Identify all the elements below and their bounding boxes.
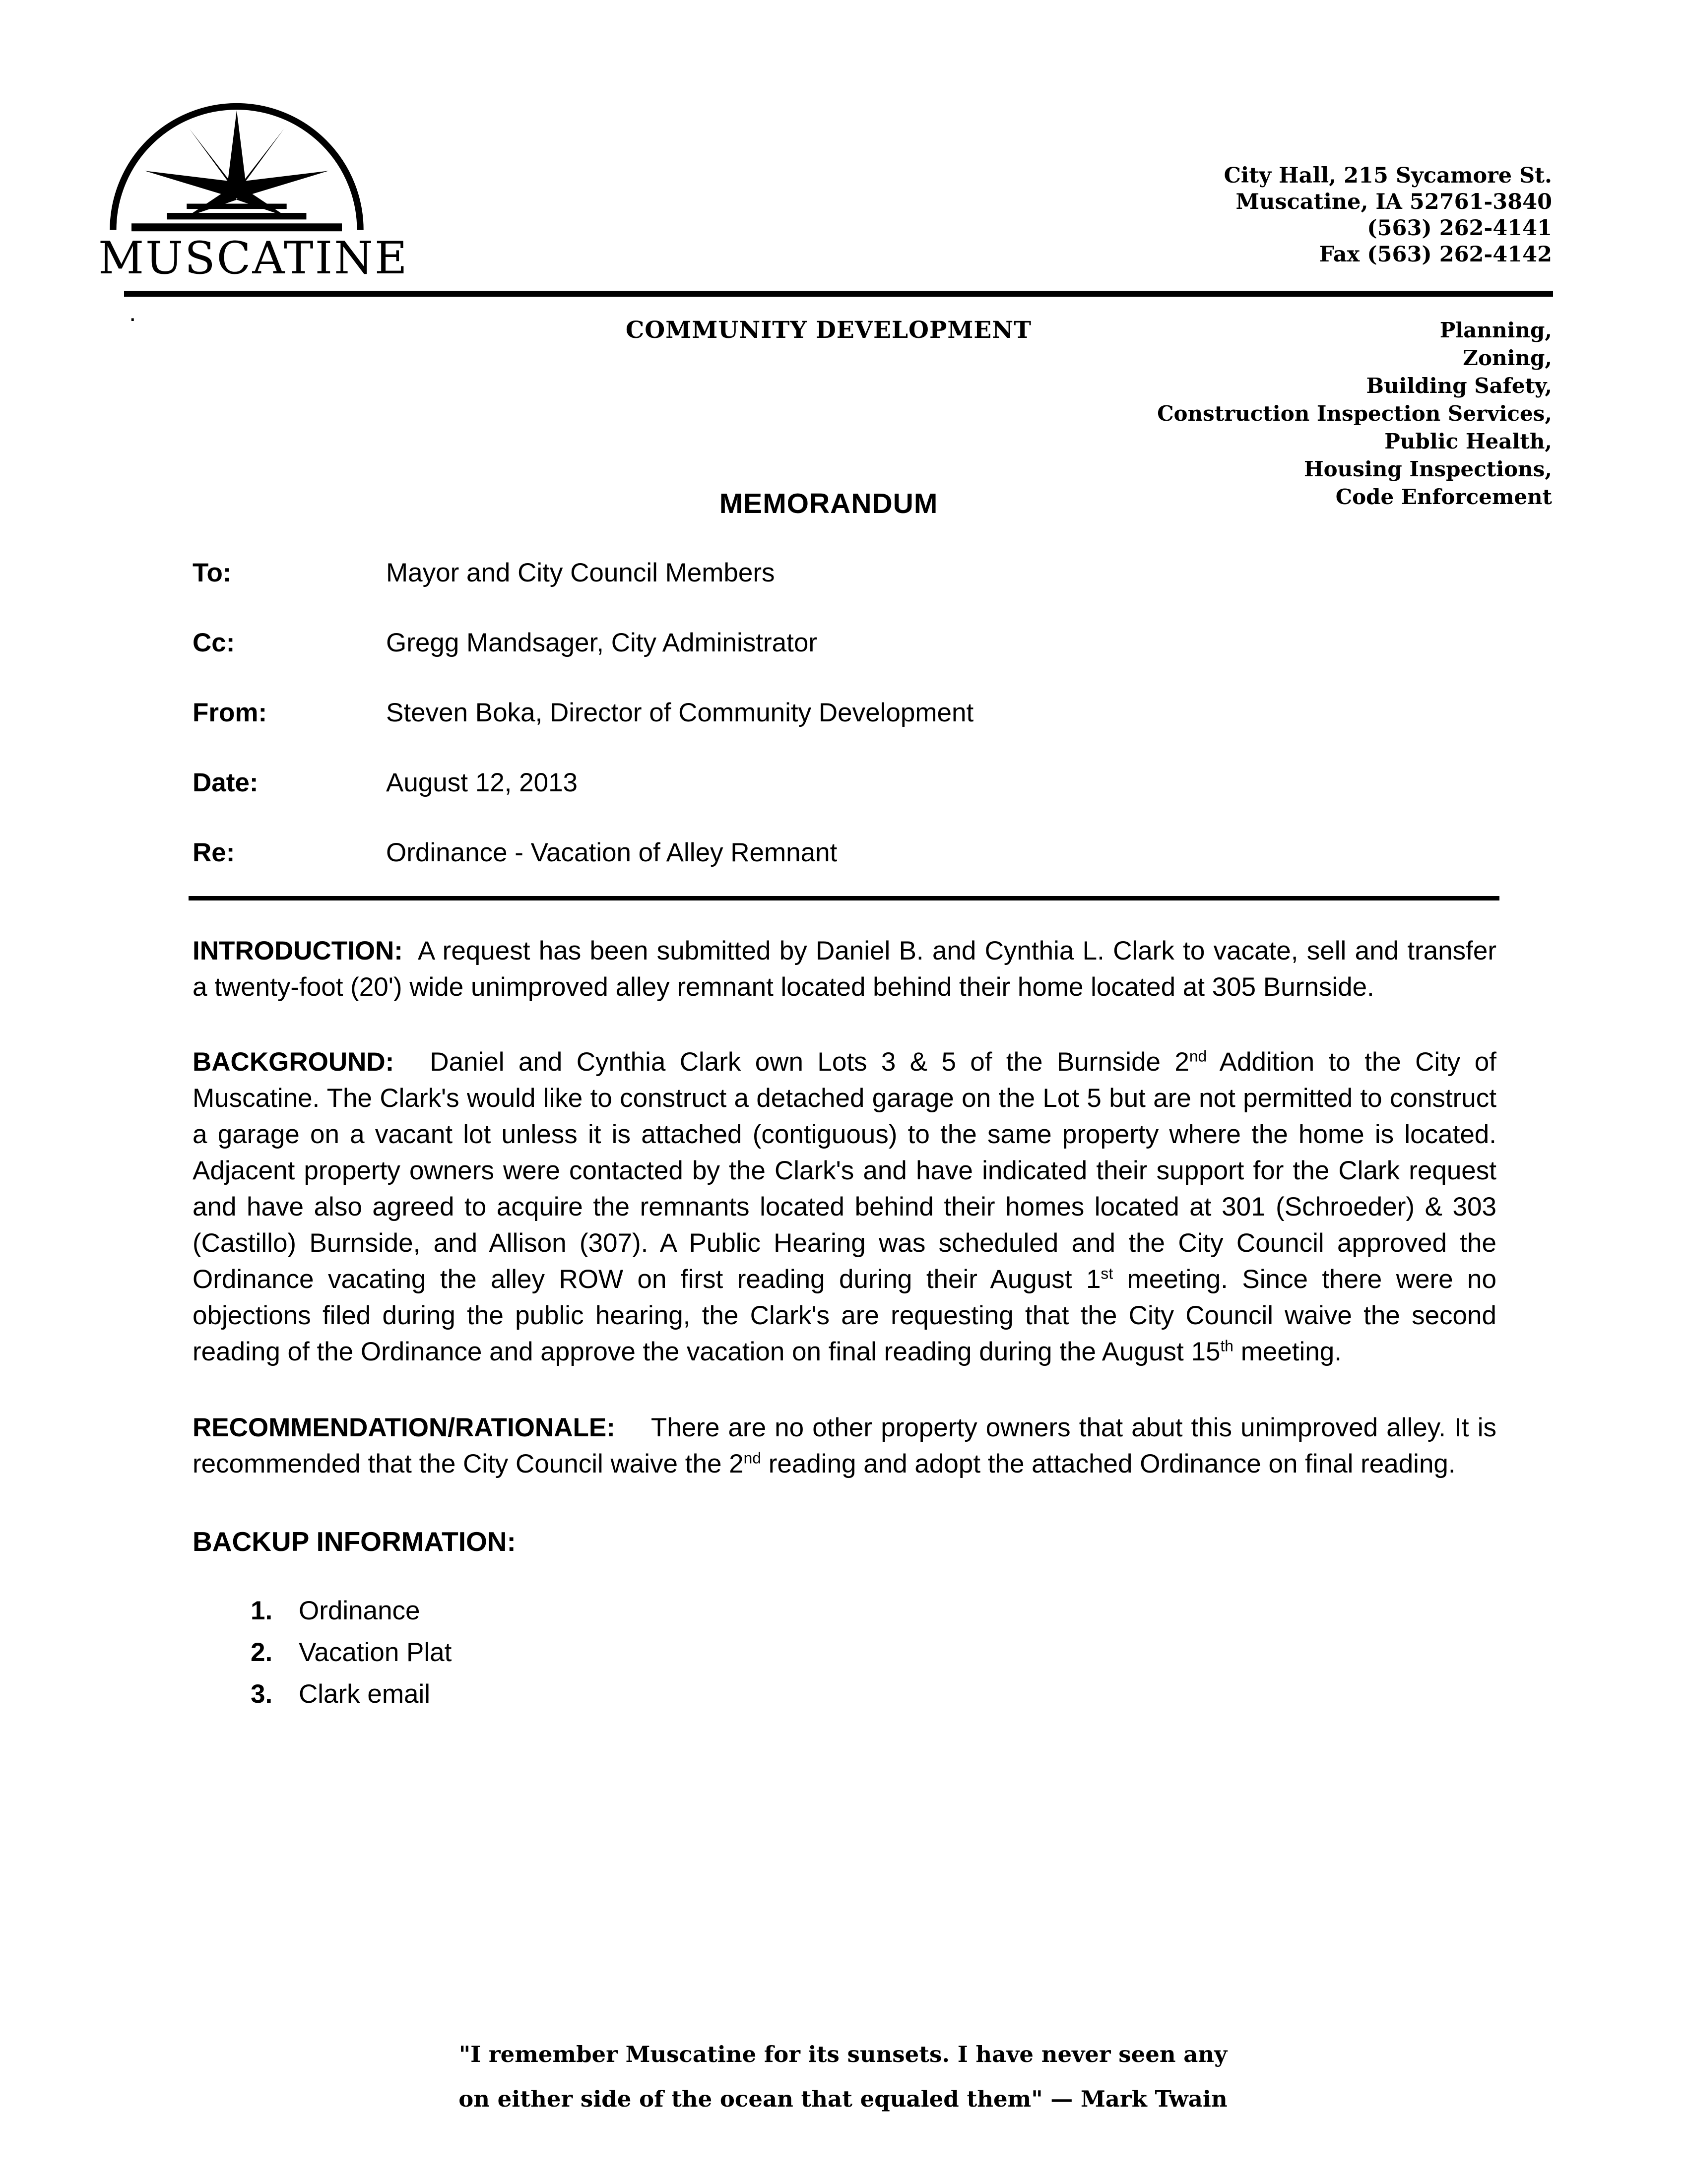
- recommendation-label: RECOMMENDATION/RATIONALE:: [193, 1413, 615, 1442]
- memo-field-label: To:: [193, 558, 232, 587]
- footer-quote-line: on either side of the ocean that equaled them" — Mark Twain: [458, 2086, 1228, 2112]
- memo-field-value: August 12, 2013: [386, 768, 578, 797]
- background-text: Daniel and Cynthia Clark own Lots 3 & 5 of the Burnside 2: [430, 1047, 1189, 1077]
- list-item-text: Vacation Plat: [299, 1638, 452, 1667]
- memo-field-value: Gregg Mandsager, City Administrator: [386, 628, 817, 657]
- letterhead-rule: [124, 291, 1553, 297]
- superscript: nd: [1189, 1047, 1207, 1065]
- logo-wordmark: MUSCATINE: [98, 232, 409, 284]
- memo-field-label: Re:: [193, 838, 235, 867]
- introduction-paragraph: [193, 933, 1496, 1005]
- footer-quote-line: "I remember Muscatine for its sunsets. I have never seen any: [458, 2041, 1228, 2067]
- address-line: (563) 262-4141: [1367, 216, 1552, 241]
- recommendation-text: reading and adopt the attached Ordinance on final reading.: [761, 1449, 1456, 1478]
- memo-field-label: Date:: [193, 768, 259, 797]
- service-item: Zoning,: [1463, 346, 1552, 370]
- memo-fields: [193, 558, 973, 907]
- list-item-text: Clark email: [299, 1679, 431, 1709]
- recommendation-text: There are no other property owners that abut this unimproved alley. It is recommended that the City Council waive the 2: [193, 1413, 1496, 1478]
- superscript: st: [1101, 1264, 1113, 1283]
- memo-title: MEMORANDUM: [719, 488, 938, 519]
- service-item: Planning,: [1439, 318, 1552, 342]
- address-block: [1224, 163, 1552, 268]
- list-item: [251, 1676, 1496, 1718]
- muscatine-sun-emblem-icon: [105, 102, 368, 234]
- list-item-number: 3.: [251, 1679, 273, 1709]
- background-paragraph: [193, 1044, 1496, 1370]
- address-line: Fax (563) 262-4142: [1319, 242, 1552, 267]
- list-item-number: 2.: [251, 1638, 273, 1667]
- memo-body: [193, 933, 1496, 1718]
- memo-field-label: From:: [193, 698, 267, 727]
- address-line: Muscatine, IA 52761-3840: [1235, 190, 1552, 214]
- superscript: th: [1220, 1337, 1233, 1355]
- background-text: Addition to the City of Muscatine. The Clark's would like to construct a detached garage on the Lot 5 but are not permitted to construct a garage on a vacant lot unless it is attached (contiguous) to the same property where the home is located. Adjacent property owners were contacted by the Clark's and have indicated their support for the Clark request and have also agreed to acquire the remnants located behind their homes located at 301 (Schroeder) & 303 (Castillo) Burnside, and Allison (307). A Public Hearing was scheduled and the City Council approved the Ordinance vacating the alley ROW on first reading during their August 1: [193, 1047, 1496, 1294]
- background-label: BACKGROUND:: [193, 1047, 394, 1077]
- recommendation-paragraph: [193, 1410, 1496, 1482]
- services-list: [1157, 317, 1552, 511]
- service-item: Building Safety,: [1366, 374, 1552, 398]
- memo-field-value: Steven Boka, Director of Community Development: [386, 698, 974, 727]
- backup-list: [251, 1593, 1496, 1718]
- list-item-number: 1.: [251, 1596, 273, 1625]
- memo-field-value: Ordinance - Vacation of Alley Remnant: [386, 838, 838, 867]
- introduction-label: INTRODUCTION:: [193, 936, 403, 965]
- memo-field-label: Cc:: [193, 628, 235, 657]
- list-item: [251, 1634, 1496, 1676]
- memo-field-value: Mayor and City Council Members: [386, 558, 775, 587]
- background-text: meeting. Since there were no objections filed during the public hearing, the Clark's are requesting that the City Council waive the second reading of the Ordinance and approve the vacation on final reading during the August 15: [193, 1265, 1496, 1366]
- stray-mark: .: [129, 298, 136, 327]
- service-item: Code Enforcement: [1335, 485, 1552, 509]
- introduction-text: A request has been submitted by Daniel B. and Cynthia L. Clark to vacate, sell and transfer a twenty-foot (20') wide unimproved alley remnant located behind their home located at 305 Burnside.: [193, 936, 1496, 1002]
- backup-information-heading: BACKUP INFORMATION:: [193, 1526, 516, 1557]
- service-item: Public Health,: [1384, 429, 1552, 453]
- address-line: City Hall, 215 Sycamore St.: [1224, 163, 1552, 188]
- department-heading: COMMUNITY DEVELOPMENT: [625, 317, 1032, 344]
- footer-quote: [0, 2032, 1686, 2121]
- background-text: meeting.: [1233, 1337, 1342, 1366]
- divider-rule: [189, 896, 1499, 900]
- list-item-text: Ordinance: [299, 1596, 420, 1625]
- service-item: Construction Inspection Services,: [1157, 401, 1552, 426]
- superscript: nd: [743, 1449, 761, 1467]
- service-item: Housing Inspections,: [1303, 457, 1552, 481]
- list-item: [251, 1593, 1496, 1634]
